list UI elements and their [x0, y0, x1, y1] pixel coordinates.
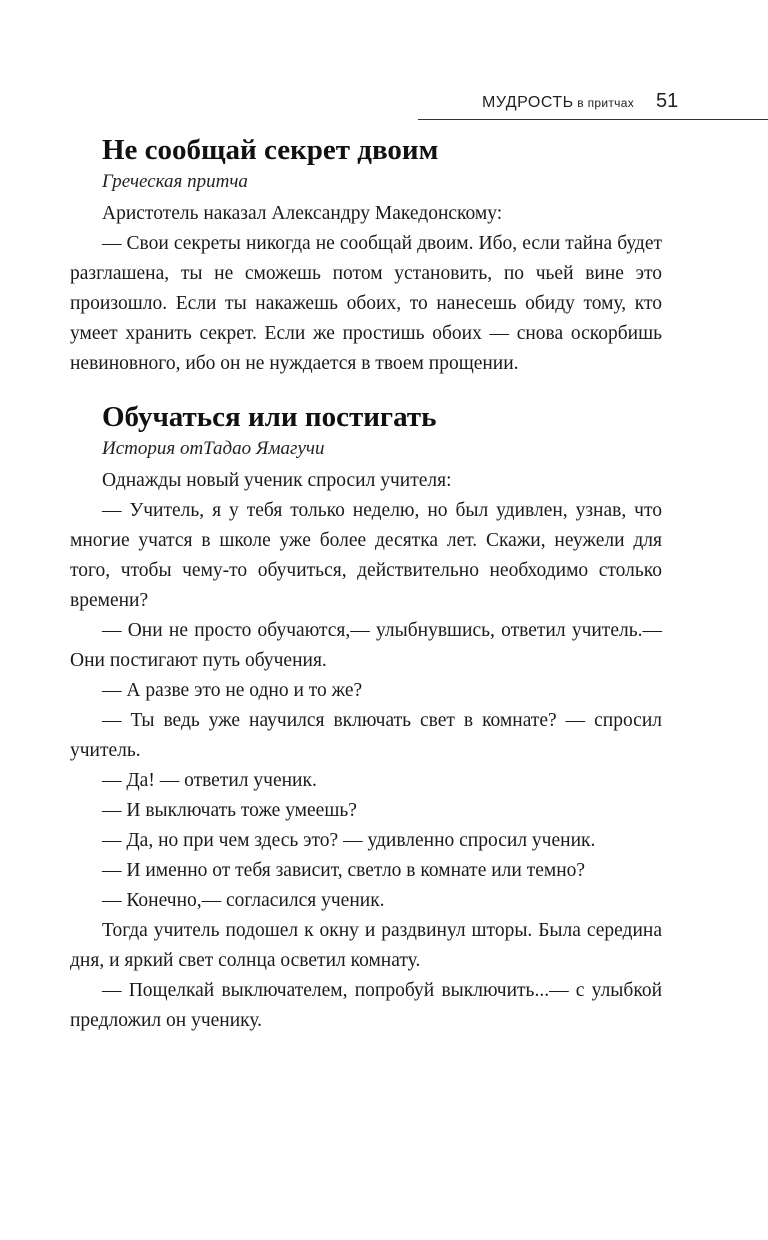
paragraph: — Учитель, я у тебя только неделю, но был удивлен, узнав, что многие учатся в школе уже более десятка лет. Скажи, неужели для того, чтобы чему-то обучиться, действительно необходимо столько времени?	[70, 500, 662, 611]
parable-section-learning	[70, 399, 662, 1036]
page-body	[70, 132, 662, 1036]
section-title: Обучаться или постигать	[102, 401, 437, 433]
running-head	[0, 88, 768, 128]
section-title: Не сообщай секрет двоим	[102, 134, 439, 166]
paragraph: — И именно от тебя зависит, светло в комнате или темно?	[102, 860, 586, 881]
paragraph: — А разве это не одно и то же?	[102, 680, 363, 701]
paragraph: Тогда учитель подошел к окну и раздвинул шторы. Была середина дня, и яркий свет солнца осветил комнату.	[70, 920, 662, 971]
running-head-title-small: в притчах	[573, 96, 634, 110]
paragraph: Однажды новый ученик спросил учителя:	[102, 470, 452, 491]
paragraph: — Конечно,— согласился ученик.	[102, 890, 385, 911]
running-head-title	[482, 94, 634, 112]
paragraph: — Да! — ответил ученик.	[102, 770, 317, 791]
paragraph: — Пощелкай выключателем, попробуй выключить...— с улыбкой предложил он ученику.	[70, 980, 662, 1031]
paragraph: — Да, но при чем здесь это? — удивленно спросил ученик.	[102, 830, 596, 851]
paragraph: — Свои секреты никогда не сообщай двоим. Ибо, если тайна будет разглашена, ты не сможешь потом установить, по чьей вине это произошло. Если ты накажешь обоих, то нанесешь обиду тому, кто умеет хранить секрет. Если же простишь обоих — снова оскорбишь невиновного, ибо он не нуждается в твоем прощении.	[70, 233, 662, 374]
paragraph: — Они не просто обучаются,— улыбнувшись, ответил учитель.— Они постигают путь обучения.	[70, 620, 662, 671]
parable-section-secret	[70, 132, 662, 379]
paragraph: — И выключать тоже умеешь?	[102, 800, 357, 821]
header-rule	[418, 119, 768, 120]
section-subtitle: История отТадао Ямагучи	[102, 438, 325, 459]
paragraph: — Ты ведь уже научился включать свет в комнате? — спросил учитель.	[70, 710, 662, 761]
page-number: 51	[656, 90, 679, 112]
paragraph: Аристотель наказал Александру Македонскому:	[102, 203, 503, 224]
running-head-title-main: МУДРОСТЬ	[481, 94, 574, 111]
section-subtitle: Греческая притча	[102, 171, 248, 192]
